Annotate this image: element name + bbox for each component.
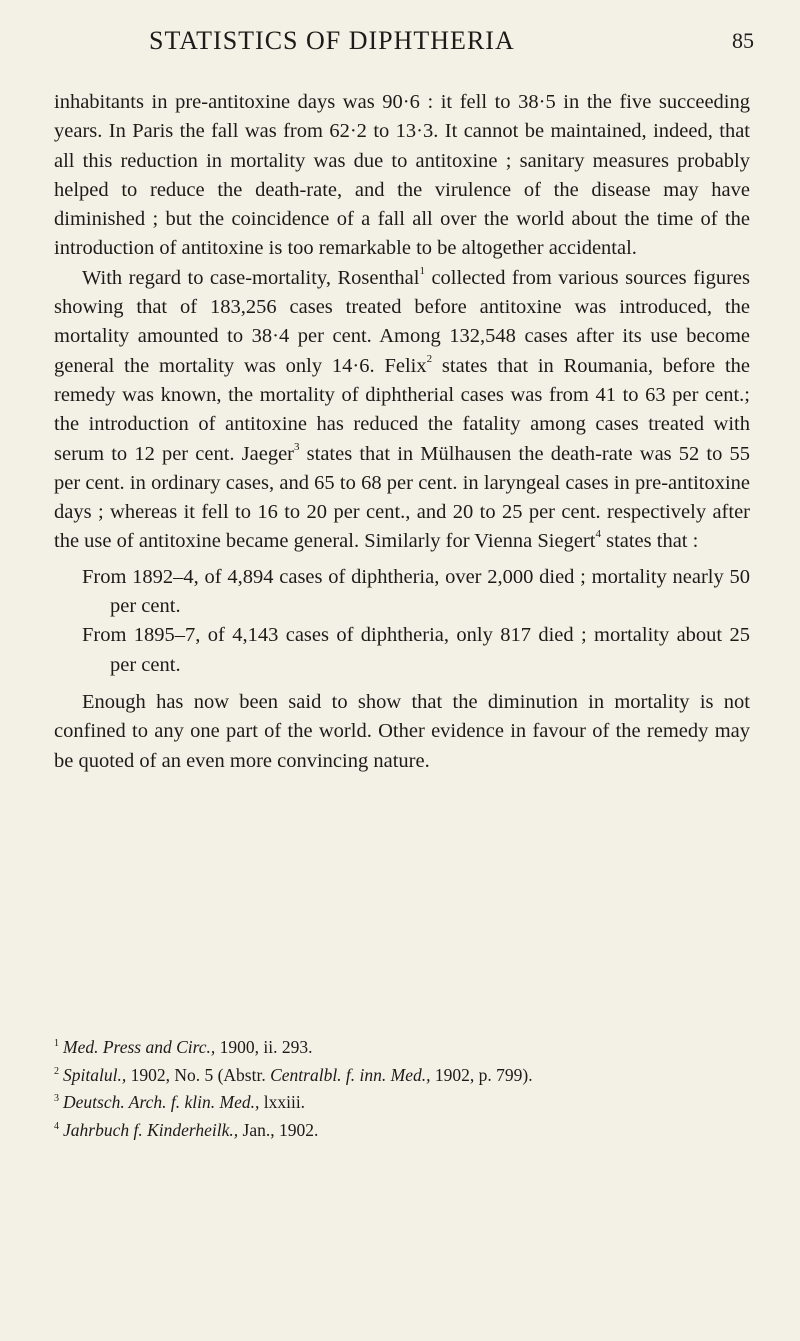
footnote-text: 1902, p. 799). — [430, 1064, 533, 1085]
paragraph-segment: With regard to case-mortality, Rosenthal — [82, 266, 420, 289]
quote-line-1895: From 1895–7, of 4,143 cases of diphtheria, only 817 died ; mortality about 25 per cent. — [82, 624, 750, 676]
block-quote — [82, 563, 750, 680]
footnote-ref-3: 3 — [294, 440, 300, 453]
paragraph-continuation: inhabitants in pre-antitoxine days was 90·6 : it fell to 38·5 in the five succeeding years. In Paris the fall was from 62·2 to 13·3. It cannot be maintained, indeed, that all this reduction in mortality was due to antitoxine ; sanitary measures probably helped to reduce the death-rate, and the virulence of the disease may have diminished ; but the coincidence of a fall all over the world about the time of the introduction of antitoxine is too remarkable to be altogether accidental. — [54, 91, 750, 260]
footnote-text: lxxiii. — [259, 1092, 306, 1112]
footnote-number: 3 — [54, 1093, 59, 1104]
paragraph-case-mortality — [54, 264, 750, 557]
paragraph-segment: states that : — [600, 530, 699, 553]
footnote-source: Med. Press and Circ., — [63, 1037, 216, 1057]
footnote-text: Jan., 1902. — [238, 1119, 319, 1140]
footnote-2 — [54, 1060, 750, 1088]
book-page — [54, 0, 754, 1341]
footnote-3 — [54, 1087, 750, 1115]
footnotes — [54, 1032, 750, 1142]
quote-line-1892: From 1892–4, of 4,894 cases of diphtheria, over 2,000 died ; mortality nearly 50 per cent. — [82, 565, 750, 618]
paragraph-conclusion: Enough has now been said to show that the diminution in mortality is not confined to any one part of the world. Other evidence in favour of the remedy may be quoted of an even more convincing nature. — [54, 690, 750, 772]
page-header — [54, 26, 754, 66]
paragraph-segment: collected from various sources figures showing that of 183,256 cases treated before antitoxine was introduced, the mortality amounted to 38·4 per cent. Among 132,548 cases after its use become general the mortality was only 14·6. Felix — [54, 266, 750, 377]
footnote-text: 1900, ii. 293. — [215, 1037, 313, 1057]
paragraph-segment: states that in Roumania, before the remedy was known, the mortality of diphtherial cases was from 41 to 63 per cent.; the introduction of antitoxine has reduced the fatality among cases treated with serum to 12 per cent. Jaeger — [54, 354, 751, 465]
footnote-4 — [54, 1115, 750, 1143]
footnote-1 — [54, 1032, 750, 1060]
footnote-ref-1: 1 — [419, 264, 425, 277]
running-head: STATISTICS OF DIPHTHERIA — [149, 26, 515, 55]
page-number: 85 — [732, 28, 754, 53]
footnote-ref-2: 2 — [426, 352, 433, 365]
body-text — [54, 88, 750, 776]
footnote-number: 4 — [54, 1120, 59, 1132]
footnote-source: Jahrbuch f. Kinderheilk., — [63, 1119, 239, 1140]
footnote-number: 2 — [54, 1065, 59, 1077]
footnote-ref-4: 4 — [595, 528, 601, 541]
footnote-source: Deutsch. Arch. f. klin. Med., — [63, 1092, 260, 1112]
footnote-number: 1 — [54, 1038, 59, 1049]
footnote-source: Spitalul., — [63, 1064, 127, 1085]
footnote-text: 1902, No. 5 (Abstr. — [126, 1064, 271, 1085]
paragraph-segment: states that in Mülhausen the death-rate was 52 to 55 per cent. in ordinary cases, and 65 to 68 per cent. in laryngeal cases in pre-antitoxine days ; whereas it fell to 16 to 20 per cent., and 20 to 25 per cent. respectively after the use of antitoxine became general. Similarly for Vienna Siegert — [54, 442, 750, 553]
footnote-source-secondary: Centralbl. f. inn. Med., — [270, 1064, 431, 1085]
